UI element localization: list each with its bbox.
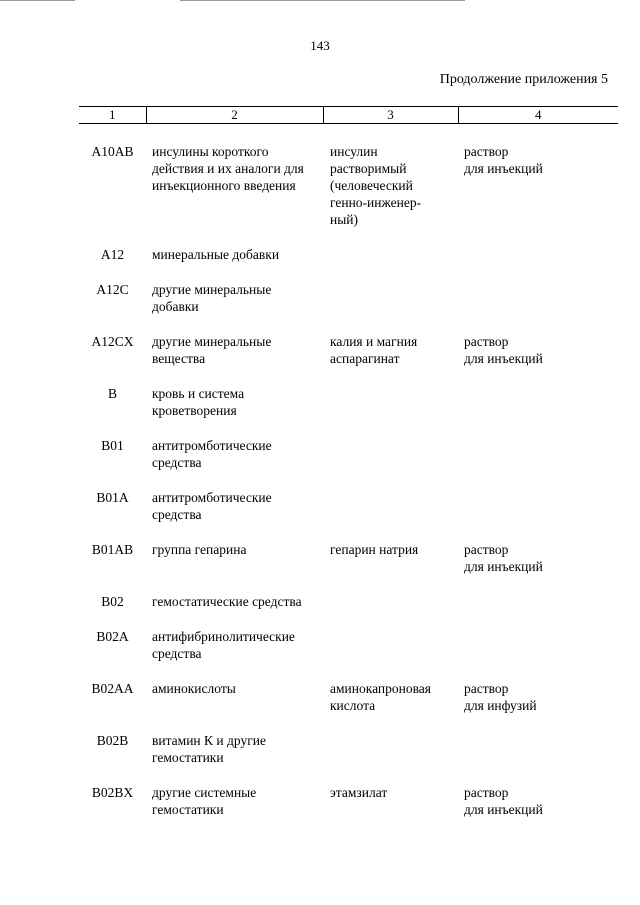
drug-name-cell <box>323 281 458 333</box>
anatomical-group-cell <box>146 333 323 385</box>
anatomical-group-cell <box>146 281 323 333</box>
table-row <box>79 246 618 281</box>
atc-code-cell-text: B02 <box>101 594 124 609</box>
anatomical-group-cell-text: витамин К и другие гемостатики <box>152 733 266 765</box>
drug-name-cell <box>323 246 458 281</box>
dosage-form-cell <box>458 628 618 680</box>
dosage-form-cell-text: раствор для инфузий <box>464 681 537 713</box>
atc-code-cell <box>79 246 146 281</box>
anatomical-group-cell <box>146 541 323 593</box>
atc-code-cell-text: B02BX <box>91 785 134 800</box>
anatomical-group-cell-text: другие минеральные добавки <box>152 282 272 314</box>
table-row <box>79 437 618 489</box>
anatomical-group-cell-text: гемостатические средства <box>152 594 302 609</box>
anatomical-group-cell-text: группа гепарина <box>152 542 247 557</box>
dosage-form-cell <box>458 385 618 437</box>
drug-name-cell-text: инсулин растворимый (человеческий генно-инженер- ный) <box>330 144 422 227</box>
drug-name-cell <box>323 437 458 489</box>
table-body <box>79 124 618 837</box>
atc-code-cell <box>79 628 146 680</box>
atc-code-cell <box>79 124 146 247</box>
anatomical-group-cell-text: минеральные добавки <box>152 247 280 262</box>
drug-table <box>79 106 618 836</box>
dosage-form-cell <box>458 732 618 784</box>
anatomical-group-cell-text: кровь и система кроветворения <box>152 386 245 418</box>
drug-name-cell <box>323 541 458 593</box>
anatomical-group-cell <box>146 489 323 541</box>
atc-code-cell-text: A12 <box>100 247 125 262</box>
drug-name-cell-text: этамзилат <box>330 785 388 800</box>
drug-name-cell <box>323 628 458 680</box>
anatomical-group-cell-text: другие системные гемостатики <box>152 785 257 817</box>
dosage-form-cell <box>458 333 618 385</box>
dosage-form-cell <box>458 281 618 333</box>
anatomical-group-cell-text: аминокислоты <box>152 681 236 696</box>
dosage-form-cell-text: раствор для инъекций <box>464 542 543 574</box>
dosage-form-cell <box>458 593 618 628</box>
anatomical-group-cell-text: антитромботические средства <box>152 490 272 522</box>
top-rule-right <box>180 0 465 1</box>
atc-code-cell <box>79 784 146 836</box>
anatomical-group-cell <box>146 784 323 836</box>
dosage-form-cell-text: раствор для инъекций <box>464 144 543 176</box>
column-header-4: 4 <box>458 107 618 124</box>
atc-code-cell-text: B01AB <box>91 542 134 557</box>
anatomical-group-cell-text: другие минеральные вещества <box>152 334 272 366</box>
table-row <box>79 489 618 541</box>
drug-name-cell <box>323 385 458 437</box>
dosage-form-cell <box>458 489 618 541</box>
column-header-2: 2 <box>146 107 323 124</box>
atc-code-cell-text: B02B <box>96 733 129 748</box>
drug-name-cell <box>323 333 458 385</box>
atc-code-cell <box>79 385 146 437</box>
drug-name-cell <box>323 784 458 836</box>
top-rule-left <box>0 0 75 1</box>
drug-name-cell-text: калия и магния аспарагинат <box>330 334 418 366</box>
atc-code-cell <box>79 281 146 333</box>
drug-name-cell <box>323 489 458 541</box>
continuation-heading: Продолжение приложения 5 <box>439 72 608 87</box>
atc-code-cell <box>79 593 146 628</box>
atc-code-cell-text: A12CX <box>91 334 134 349</box>
drug-name-cell-text: аминокапроновая кислота <box>330 681 431 713</box>
column-header-3: 3 <box>323 107 458 124</box>
anatomical-group-cell <box>146 124 323 247</box>
atc-code-cell <box>79 437 146 489</box>
atc-code-cell-text: B02AA <box>91 681 134 696</box>
atc-code-cell <box>79 680 146 732</box>
table-row <box>79 593 618 628</box>
atc-code-cell-text: B <box>107 386 117 401</box>
dosage-form-cell <box>458 246 618 281</box>
anatomical-group-cell-text: антифибринолитические средства <box>152 629 295 661</box>
drug-name-cell <box>323 124 458 247</box>
anatomical-group-cell <box>146 246 323 281</box>
anatomical-group-cell <box>146 593 323 628</box>
anatomical-group-cell <box>146 437 323 489</box>
table-row <box>79 628 618 680</box>
drug-name-cell-text: гепарин натрия <box>330 542 419 557</box>
drug-name-cell <box>323 593 458 628</box>
atc-code-cell-text: B01A <box>96 490 129 505</box>
dosage-form-cell <box>458 784 618 836</box>
table-row <box>79 680 618 732</box>
table-row <box>79 732 618 784</box>
atc-code-cell <box>79 732 146 784</box>
column-header-1: 1 <box>79 107 146 124</box>
drug-name-cell <box>323 680 458 732</box>
dosage-form-cell <box>458 541 618 593</box>
dosage-form-cell <box>458 437 618 489</box>
dosage-form-cell <box>458 124 618 247</box>
atc-code-cell-text: A10AB <box>91 144 134 159</box>
table-row <box>79 333 618 385</box>
atc-code-cell-text: B01 <box>101 438 124 453</box>
atc-code-cell-text: A12C <box>96 282 129 297</box>
table-row <box>79 784 618 836</box>
drug-name-cell <box>323 732 458 784</box>
anatomical-group-cell-text: антитромботические средства <box>152 438 272 470</box>
table-row <box>79 385 618 437</box>
dosage-form-cell-text: раствор для инъекций <box>464 785 543 817</box>
table-header-row <box>79 107 618 124</box>
atc-code-cell <box>79 489 146 541</box>
anatomical-group-cell <box>146 628 323 680</box>
anatomical-group-cell-text: инсулины короткого действия и их аналоги для инъекционного введения <box>152 144 304 193</box>
anatomical-group-cell <box>146 732 323 784</box>
atc-code-cell <box>79 541 146 593</box>
table-row <box>79 281 618 333</box>
atc-code-cell-text: B02A <box>96 629 129 644</box>
atc-code-cell <box>79 333 146 385</box>
table-row <box>79 541 618 593</box>
page-number: 143 <box>310 38 330 53</box>
anatomical-group-cell <box>146 385 323 437</box>
table-row <box>79 124 618 247</box>
dosage-form-cell-text: раствор для инъекций <box>464 334 543 366</box>
anatomical-group-cell <box>146 680 323 732</box>
dosage-form-cell <box>458 680 618 732</box>
